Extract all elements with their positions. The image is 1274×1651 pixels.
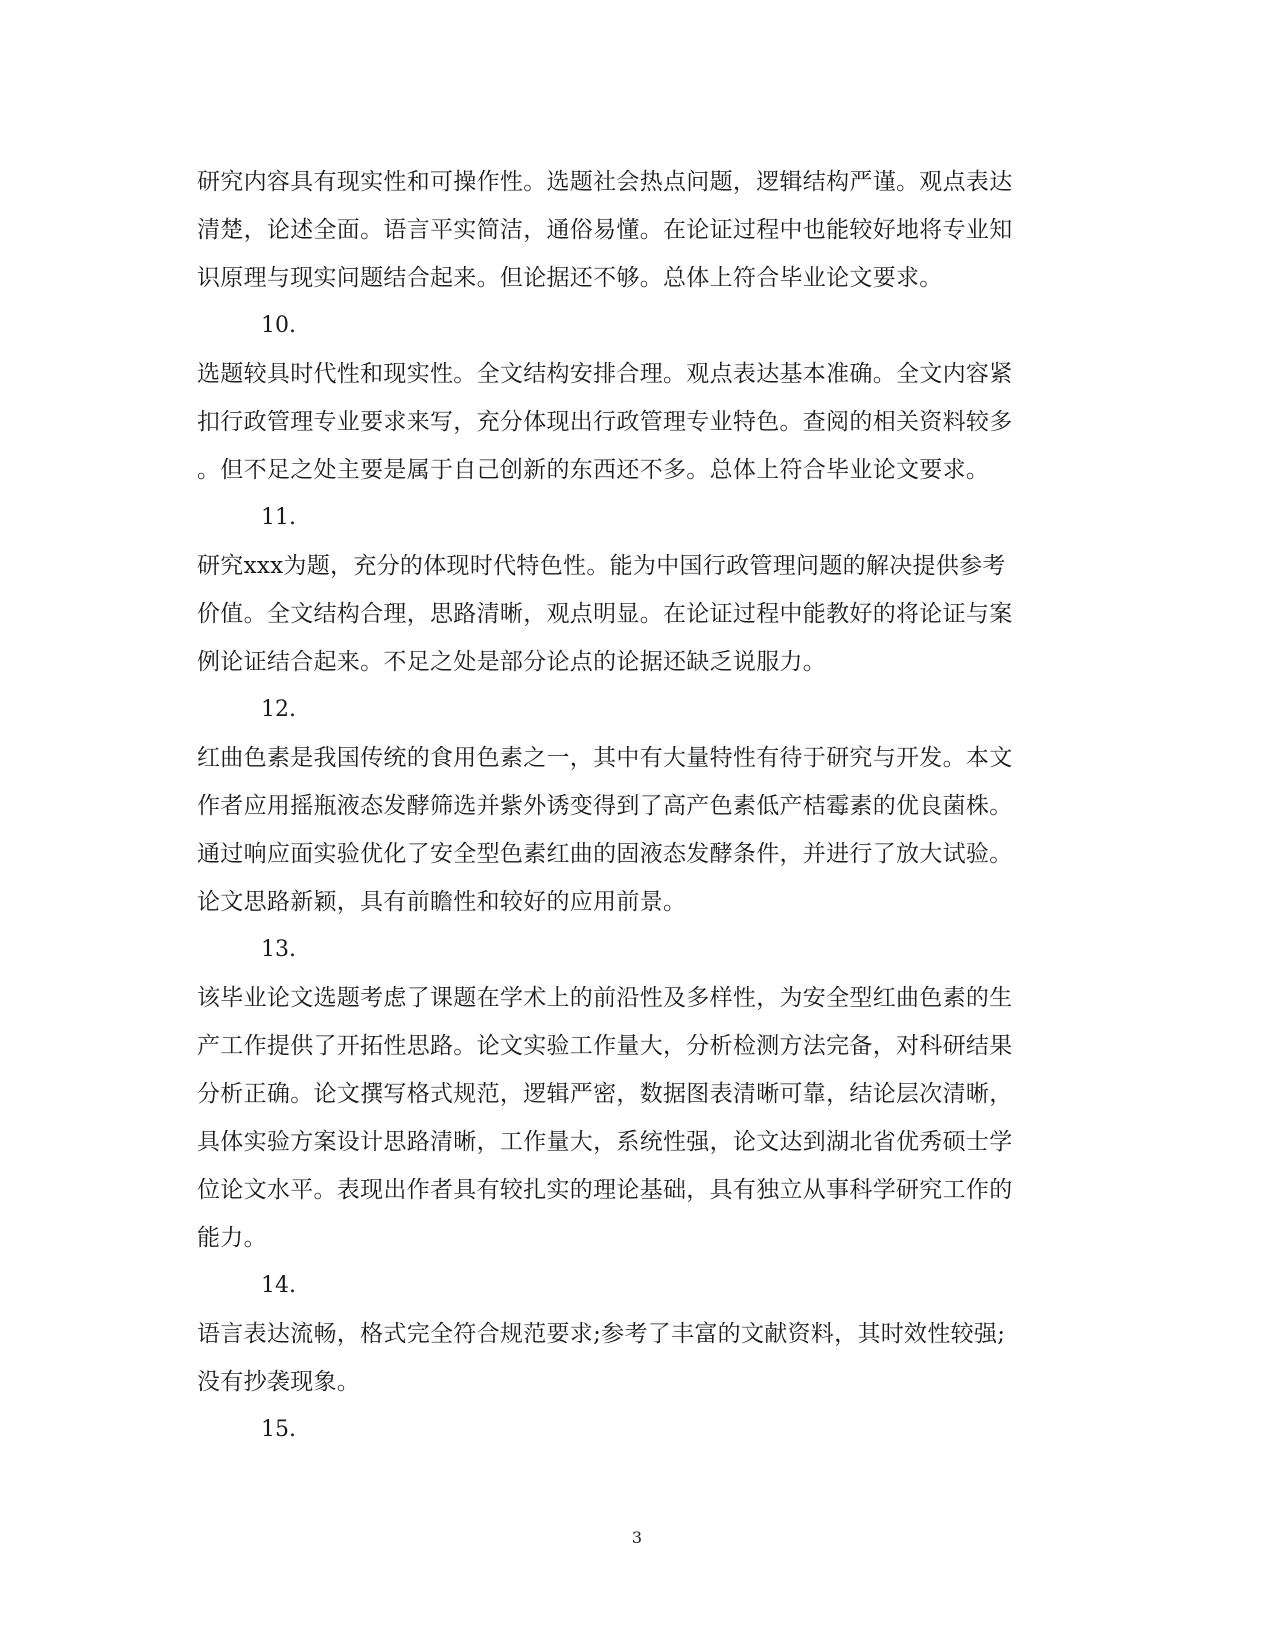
paragraph-line: 清楚，论述全面。语言平实简洁，通俗易懂。在论证过程中也能较好地将专业知 — [197, 217, 1013, 243]
paragraph-line: 例论证结合起来。不足之处是部分论点的论据还缺乏说服力。 — [197, 649, 827, 675]
page-number: 3 — [631, 1528, 643, 1547]
paragraph — [197, 158, 1077, 302]
paragraph-line: 没有抄袭现象。 — [197, 1369, 361, 1395]
paragraph-line: 红曲色素是我国传统的食用色素之一，其中有大量特性有待于研究与开发。本文 — [197, 745, 1013, 771]
paragraph-line: 识原理与现实问题结合起来。但论据还不够。总体上符合毕业论文要求。 — [197, 265, 943, 291]
document-body — [197, 158, 1077, 1454]
paragraph-line: 研究内容具有现实性和可操作性。选题社会热点问题，逻辑结构严谨。观点表达 — [197, 169, 1013, 195]
paragraph-line: 论文思路新颖，具有前瞻性和较好的应用前景。 — [197, 889, 687, 915]
section-number: 15. — [261, 1417, 296, 1442]
section-number: 11. — [261, 505, 296, 530]
paragraph-line: 位论文水平。表现出作者具有较扎实的理论基础，具有独立从事科学研究工作的 — [197, 1177, 1013, 1203]
paragraph-line: 。但不足之处主要是属于自己创新的东西还不多。总体上符合毕业论文要求。 — [197, 457, 990, 483]
paragraph-line: 分析正确。论文撰写格式规范，逻辑严密，数据图表清晰可靠，结论层次清晰， — [197, 1081, 1013, 1107]
paragraph-line: 价值。全文结构合理，思路清晰，观点明显。在论证过程中能教好的将论证与案 — [197, 601, 1013, 627]
paragraph — [197, 1310, 1077, 1406]
paragraph-line: 扣行政管理专业要求来写，充分体现出行政管理专业特色。查阅的相关资料较多 — [197, 409, 1013, 435]
paragraph-line: 选题较具时代性和现实性。全文结构安排合理。观点表达基本准确。全文内容紧 — [197, 361, 1013, 387]
paragraph-line: 产工作提供了开拓性思路。论文实验工作量大，分析检测方法完备，对科研结果 — [197, 1033, 1013, 1059]
section-number: 10. — [261, 313, 296, 338]
paragraph — [197, 542, 1077, 686]
section-number: 13. — [261, 937, 296, 962]
paragraph — [197, 734, 1077, 926]
paragraph-line: 研究xxx为题，充分的体现时代特色性。能为中国行政管理问题的解决提供参考 — [197, 553, 1006, 579]
section-number: 14. — [261, 1273, 296, 1298]
paragraph-line: 能力。 — [197, 1225, 267, 1251]
paragraph-line: 通过响应面实验优化了安全型色素红曲的固液态发酵条件，并进行了放大试验。 — [197, 841, 1013, 867]
paragraph-line: 语言表达流畅，格式完全符合规范要求;参考了丰富的文献资料，其时效性较强; — [197, 1321, 1006, 1347]
paragraph — [197, 350, 1077, 494]
section-number: 12. — [261, 697, 296, 722]
paragraph-line: 作者应用摇瓶液态发酵筛选并紫外诱变得到了高产色素低产桔霉素的优良菌株。 — [197, 793, 1013, 819]
paragraph — [197, 974, 1077, 1262]
paragraph-line: 该毕业论文选题考虑了课题在学术上的前沿性及多样性，为安全型红曲色素的生 — [197, 985, 1013, 1011]
paragraph-line: 具体实验方案设计思路清晰，工作量大，系统性强，论文达到湖北省优秀硕士学 — [197, 1129, 1013, 1155]
